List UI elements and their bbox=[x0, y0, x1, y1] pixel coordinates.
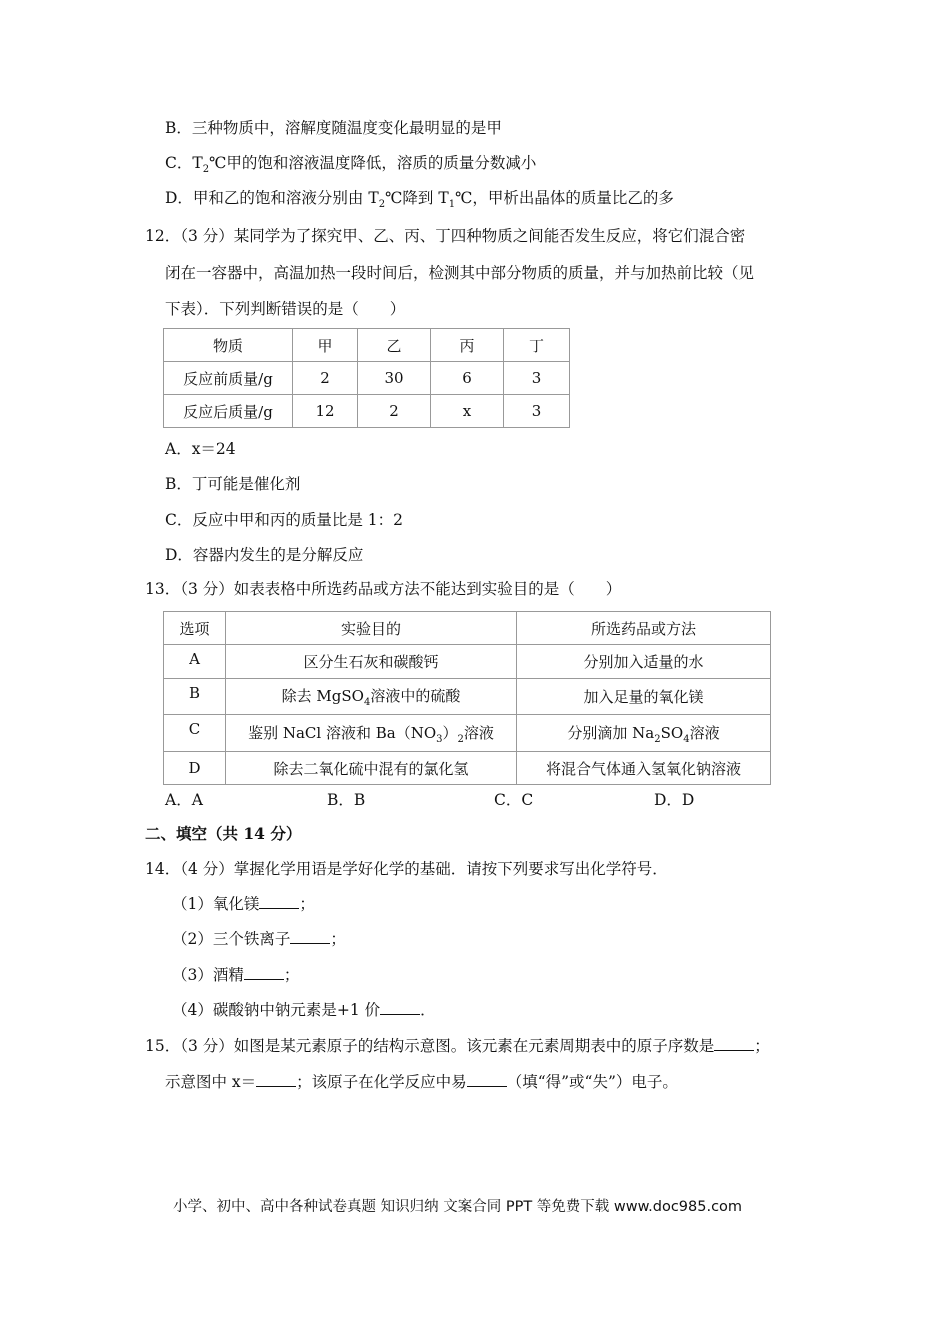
table-cell: 除去 MgSO$_4$溶液中的硫酸 bbox=[226, 679, 517, 715]
table-cell: 将混合气体通入氢氧化钠溶液 bbox=[517, 752, 771, 785]
table-cell: 12 bbox=[293, 395, 358, 428]
table-cell: D bbox=[164, 752, 226, 785]
table-cell: 30 bbox=[358, 362, 431, 395]
q14-item-3: （3）酒精 ； bbox=[172, 966, 300, 984]
table-cell: 反应后质量/g bbox=[164, 395, 293, 428]
q13-option-c: C．C bbox=[494, 791, 534, 809]
table-header-cell: 丙 bbox=[431, 329, 504, 362]
answer-blank[interactable] bbox=[256, 1072, 296, 1087]
answer-blank[interactable] bbox=[244, 965, 284, 980]
table-cell: 区分生石灰和碳酸钙 bbox=[226, 645, 517, 679]
q13-option-d: D．D bbox=[654, 791, 695, 809]
q13-option-b: B．B bbox=[327, 791, 366, 809]
table-cell: 2 bbox=[293, 362, 358, 395]
answer-blank[interactable] bbox=[467, 1072, 507, 1087]
q12-stem-line3: 下表）．下列判断错误的是（ ） bbox=[165, 300, 406, 318]
table-cell: x bbox=[431, 395, 504, 428]
table-row bbox=[164, 679, 771, 715]
q11-option-c: C．$T_2℃$甲的饱和溶液温度降低，溶质的质量分数减小 bbox=[165, 154, 537, 176]
q14-item-4: （4）碳酸钠中钠元素是+1 价 ． bbox=[172, 1001, 436, 1019]
table-row bbox=[164, 715, 771, 752]
q15-line1: 15．（3 分）如图是某元素原子的结构示意图。该元素在元素周期表中的原子序数是 ； bbox=[145, 1037, 770, 1055]
table-cell: 反应前质量/g bbox=[164, 362, 293, 395]
answer-blank[interactable] bbox=[714, 1036, 754, 1051]
table-cell: 加入足量的氧化镁 bbox=[517, 679, 771, 715]
q12-option-d: D．容器内发生的是分解反应 bbox=[165, 546, 364, 564]
table-row bbox=[164, 329, 570, 362]
q11-option-d: D．甲和乙的饱和溶液分别由 $T_2℃$降到 $T_1℃$，甲析出晶体的质量比乙的多 bbox=[165, 189, 674, 211]
q12-table bbox=[163, 328, 570, 428]
answer-blank[interactable] bbox=[290, 929, 330, 944]
page-footer: 小学、初中、高中各种试卷真题 知识归纳 文案合同 PPT 等免费下载 www.doc985.com bbox=[173, 1199, 743, 1215]
table-row bbox=[164, 362, 570, 395]
table-header-cell: 乙 bbox=[358, 329, 431, 362]
table-row bbox=[164, 395, 570, 428]
q12-option-a: A．x＝24 bbox=[165, 440, 236, 458]
q13-table bbox=[163, 611, 771, 785]
section-heading: 二、填空（共 14 分） bbox=[145, 824, 302, 843]
table-cell: C bbox=[164, 715, 226, 752]
q11-option-b: B．三种物质中，溶解度随温度变化最明显的是甲 bbox=[165, 119, 502, 137]
q13-stem: 13．（3 分）如表表格中所选药品或方法不能达到实验目的是（ ） bbox=[145, 580, 622, 598]
q15-line2: 示意图中 x＝ ；该原子在化学反应中易 （填“得”或“失”）电子。 bbox=[165, 1073, 678, 1091]
table-header-cell: 所选药品或方法 bbox=[517, 612, 771, 645]
q14-item-1: （1）氧化镁 ； bbox=[172, 895, 315, 913]
table-header-cell: 选项 bbox=[164, 612, 226, 645]
table-cell: 2 bbox=[358, 395, 431, 428]
table-header-cell: 甲 bbox=[293, 329, 358, 362]
q12-stem-line1: 12．（3 分）某同学为了探究甲、乙、丙、丁四种物质之间能否发生反应，将它们混合密 bbox=[145, 227, 746, 245]
table-header-cell: 实验目的 bbox=[226, 612, 517, 645]
table-cell: 6 bbox=[431, 362, 504, 395]
q12-stem-line2: 闭在一容器中，高温加热一段时间后，检测其中部分物质的质量，并与加热前比较（见 bbox=[165, 264, 755, 282]
q13-option-a: A．A bbox=[165, 791, 203, 809]
q14-item-2: （2）三个铁离子 ； bbox=[172, 930, 346, 948]
answer-blank[interactable] bbox=[259, 894, 299, 909]
table-header-cell: 物质 bbox=[164, 329, 293, 362]
table-row bbox=[164, 752, 771, 785]
table-cell: 分别滴加 $Na_2SO_4$溶液 bbox=[517, 715, 771, 752]
table-header-cell: 丁 bbox=[504, 329, 570, 362]
table-cell: A bbox=[164, 645, 226, 679]
table-cell: B bbox=[164, 679, 226, 715]
table-cell: 分别加入适量的水 bbox=[517, 645, 771, 679]
answer-blank[interactable] bbox=[380, 1000, 420, 1015]
table-cell: 除去二氧化硫中混有的氯化氢 bbox=[226, 752, 517, 785]
table-row bbox=[164, 612, 771, 645]
table-cell: 3 bbox=[504, 362, 570, 395]
q12-option-c: C．反应中甲和丙的质量比是 1：2 bbox=[165, 511, 404, 529]
table-row bbox=[164, 645, 771, 679]
table-cell: 鉴别 NaCl 溶液和 $Ba(NO_3)_2$溶液 bbox=[226, 715, 517, 752]
table-cell: 3 bbox=[504, 395, 570, 428]
q14-stem: 14．（4 分）掌握化学用语是学好化学的基础．请按下列要求写出化学符号． bbox=[145, 860, 668, 878]
q12-option-b: B．丁可能是催化剂 bbox=[165, 475, 301, 493]
